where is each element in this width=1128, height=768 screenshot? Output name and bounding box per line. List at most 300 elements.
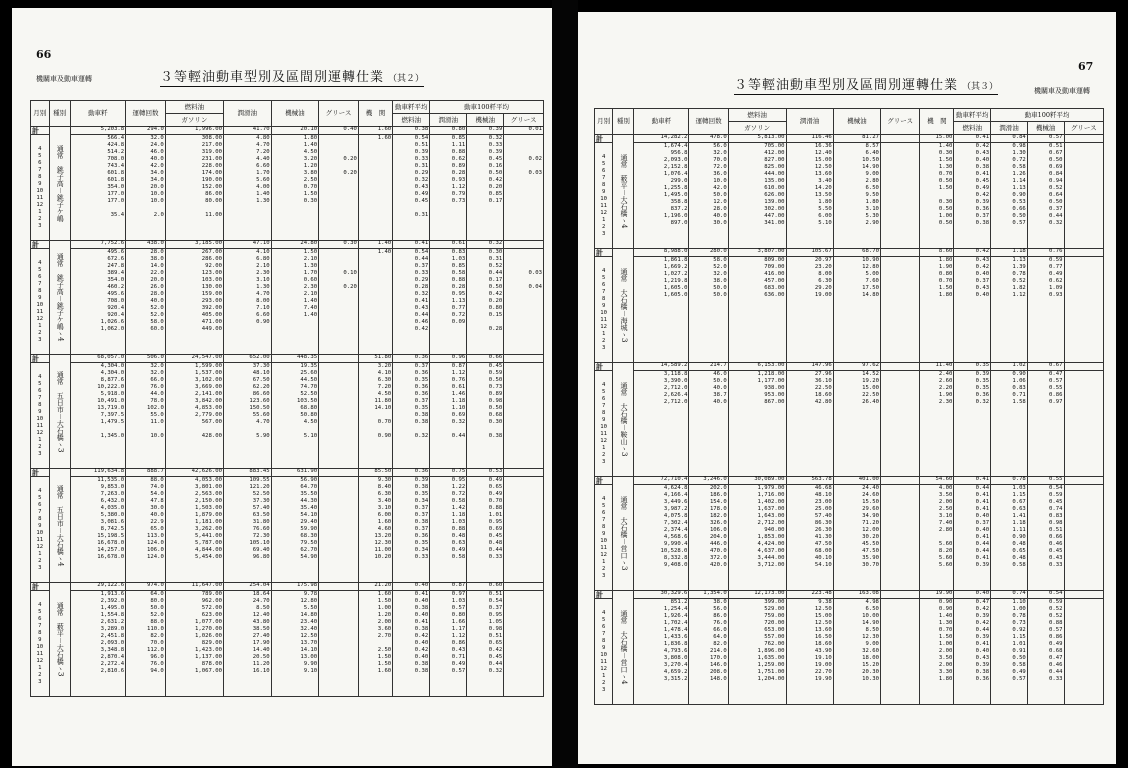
month-values: 1.80 1.90 0.80 0.70 1.50 1.80 — [920, 257, 954, 363]
month-values: 64.0 80.0 50.0 52.0 88.0 110.0 82.0 70.0 112.0 96.0 76.0 94.0 — [126, 591, 166, 697]
total-cell: 175.98 — [271, 583, 319, 591]
total-cell: 12,173.00 — [728, 591, 786, 599]
total-cell: 0.53 — [467, 469, 504, 477]
col-avg-fuel: 燃料油 — [954, 122, 991, 135]
total-cell — [1064, 477, 1103, 485]
total-cell: 254.04 — [223, 583, 271, 591]
table-row-total — [595, 135, 1104, 143]
month-values: 0.51 0.67 0.50 0.69 0.84 0.94 0.52 0.64 0.50 0.37 0.44 0.32 — [1027, 143, 1064, 249]
month-list: 4 5 6 7 8 9 10 11 12 1 2 3 — [595, 599, 613, 705]
table-row-months — [595, 485, 1104, 591]
col-lube: 潤滑油 — [786, 109, 833, 135]
month-values: 11,535.0 9,853.0 7,263.0 6,432.0 4,035.0 5,380.0 3,081.6 8,742.5 15,198.5 16,678.0 14,257.0 16,678.0 — [70, 477, 126, 583]
total-cell: 0.36 — [393, 469, 430, 477]
total-cell: 0.32 — [467, 241, 504, 249]
total-cell — [1064, 591, 1103, 599]
total-cell: 21.20 — [358, 583, 392, 591]
month-values: 0.43 0.42 0.40 0.37 0.43 0.40 — [954, 257, 991, 363]
total-cell: 0.66 — [467, 355, 504, 363]
total-cell: 0.39 — [467, 127, 504, 135]
left-page — [12, 8, 552, 766]
month-values: 0.95 1.22 0.72 0.58 1.42 1.18 1.03 0.88 0.48 0.63 0.49 0.58 — [430, 477, 467, 583]
total-cell: 14,282.2 — [634, 135, 689, 143]
month-values: 1.13 1.39 0.78 0.52 1.82 1.12 — [991, 257, 1028, 363]
total-cell: 1.02 — [991, 363, 1028, 371]
col-month: 月別 — [595, 109, 613, 135]
month-values: 495.6 672.6 247.8 389.4 354.0 460.2 495.6 708.0 920.4 920.4 1,026.6 1,062.0 — [70, 249, 126, 355]
total-cell: 116.46 — [786, 135, 833, 143]
total-cell: 883.45 — [223, 469, 271, 477]
total-cell: 0.67 — [1027, 363, 1064, 371]
month-values: 0.49 0.65 0.49 0.70 0.88 1.01 0.95 0.69 0.45 0.48 0.44 0.33 — [467, 477, 504, 583]
total-cell: 888.7 — [126, 469, 166, 477]
col-gasoline: ガソリン — [728, 122, 786, 135]
month-values: 4,304.0 4,304.0 8,877.6 10,222.0 5,918.0 10,491.0 13,719.0 7,397.5 1,479.5 1,345.0 — [70, 363, 126, 469]
total-cell: 1.18 — [991, 249, 1028, 257]
total-cell: 119,634.8 — [70, 469, 126, 477]
month-values: 88.0 74.0 54.0 47.8 30.0 40.0 22.9 65.0 113.0 124.0 106.0 124.0 — [126, 477, 166, 583]
total-cell — [880, 363, 919, 371]
month-values: 308.00 217.00 319.00 231.00 228.00 174.00 190.00 152.00 86.00 80.00 11.00 — [165, 135, 223, 241]
col-grease: グリース — [319, 101, 359, 127]
total-cell: 97.62 — [833, 363, 880, 371]
route-label: 通常 薮平－大石橋ヽ4 — [613, 135, 634, 249]
total-cell: 0.41 — [954, 135, 991, 143]
table-row-months — [31, 135, 544, 241]
col-runs: 運轉回数 — [689, 109, 728, 135]
total-cell: 8.60 — [920, 249, 954, 257]
route-label: 通常 大石橋－営口ヽ3 — [613, 477, 634, 591]
page-number: 67 — [1078, 60, 1094, 73]
route-label: 通常 五日市－大石橋ヽ4 — [49, 469, 70, 583]
month-values: 3.20 4.10 6.30 7.20 4.50 11.80 14.10 0.70 0.90 — [358, 363, 392, 469]
publisher-header: 機關車及動車運轉 — [1034, 87, 1090, 95]
month-list: 4 5 6 7 8 9 10 11 12 1 2 3 — [31, 135, 50, 241]
month-values: 1,218.00 1,177.00 938.00 953.00 867.00 — [728, 371, 786, 477]
table-row-total — [31, 355, 544, 363]
col-avg-lube: 潤滑油 — [991, 122, 1028, 135]
total-cell: 652.00 — [223, 355, 271, 363]
total-cell: 0.75 — [430, 469, 467, 477]
total-cell — [319, 469, 359, 477]
total-cell: 105.67 — [786, 249, 833, 257]
month-values: 0.59 0.77 0.49 0.62 1.09 0.93 — [1027, 257, 1064, 363]
month-values: 4.10 6.80 2.10 2.30 3.10 1.30 4.70 8.00 7.10 6.60 0.90 — [223, 249, 271, 355]
page-title — [734, 74, 998, 95]
month-values: 27.96 36.10 22.50 18.60 42.80 — [786, 371, 833, 477]
month-values: 9.30 8.40 6.30 3.40 3.10 6.00 1.60 4.60 13.20 12.30 11.00 10.20 — [358, 477, 392, 583]
title-text: ３等輕油動車型別及區間別運轉仕業 — [734, 78, 959, 93]
total-cell: 0.36 — [393, 355, 430, 363]
total-label: 計 — [31, 355, 50, 363]
total-cell: 19.90 — [920, 591, 954, 599]
month-values: 0.85 1.11 0.88 0.62 0.89 0.28 0.93 1.12 0.79 0.73 — [430, 135, 467, 241]
total-cell: 85.50 — [358, 469, 392, 477]
table-row-months — [31, 363, 544, 469]
total-cell: 0.40 — [393, 583, 430, 591]
total-cell — [880, 477, 919, 485]
month-values — [880, 257, 919, 363]
total-cell: 3,246.0 — [689, 477, 728, 485]
month-values — [880, 599, 919, 705]
col-month: 月別 — [31, 101, 50, 127]
total-cell: 11,647.00 — [165, 583, 223, 591]
month-values: 1,674.4 956.8 2,093.0 2,152.8 1,076.4 299.0 1,255.8 1,495.0 358.8 837.2 1,196.0 897.0 — [634, 143, 689, 249]
month-values: 20.97 23.20 8.00 6.30 29.20 19.00 — [786, 257, 833, 363]
total-cell: 280.0 — [689, 249, 728, 257]
month-values: 0.32 0.33 0.39 0.45 0.16 0.50 0.42 0.20 0.85 0.17 — [467, 135, 504, 241]
total-cell: 223.48 — [786, 591, 833, 599]
month-values: 56.90 64.70 35.50 44.30 35.40 54.10 29.40 59.90 68.30 79.50 62.70 54.90 — [271, 477, 319, 583]
total-label: 計 — [595, 249, 613, 257]
total-cell: 214.7 — [689, 363, 728, 371]
total-cell: 0.74 — [991, 591, 1028, 599]
month-values: 0.45 0.59 0.50 0.73 0.89 0.98 0.50 0.68 0.30 0.38 — [467, 363, 504, 469]
route-label: 通常 銚子高－銚子ケ嶋ヽ4 — [49, 241, 70, 355]
route-label: 通常 大石橋－海城ヽ3 — [613, 249, 634, 363]
month-list: 4 5 6 7 8 9 10 11 12 1 2 3 — [595, 485, 613, 591]
total-cell: 0.42 — [954, 249, 991, 257]
month-values: 1.50 2.10 1.30 1.70 0.60 2.30 2.10 1.40 7.40 1.40 — [271, 249, 319, 355]
month-values: 24.40 24.60 15.50 29.60 34.90 71.20 12.00 30.20 45.50 47.50 35.90 30.70 — [833, 485, 880, 591]
month-values — [319, 363, 359, 469]
total-label: 計 — [31, 469, 50, 477]
total-cell: 0.01 — [504, 127, 544, 135]
table-row-months — [595, 599, 1104, 705]
total-cell — [880, 591, 919, 599]
route-label: 通常 大石橋－営口ヽ4 — [613, 591, 634, 705]
total-cell: 163.08 — [833, 591, 880, 599]
total-cell: 24,547.00 — [165, 355, 223, 363]
month-values: 202.0 186.0 154.0 178.0 182.0 326.0 106.0 204.0 446.0 470.0 372.0 420.0 — [689, 485, 728, 591]
month-values: 0.44 0.41 0.41 0.41 0.40 0.37 0.40 0.41 0.44 0.44 0.41 0.39 — [954, 485, 991, 591]
total-cell — [319, 583, 359, 591]
month-values — [504, 591, 544, 697]
total-cell: 478.0 — [689, 135, 728, 143]
total-cell: 0.60 — [467, 583, 504, 591]
month-list: 4 5 6 7 8 9 10 11 12 1 2 3 — [31, 591, 50, 697]
month-values: 399.00 529.00 759.00 720.00 653.00 557.00 762.00 1,896.00 1,635.00 1,259.00 1,751.00 1,204.00 — [728, 599, 786, 705]
month-list: 4 5 6 7 8 9 10 11 12 1 2 3 — [595, 371, 613, 477]
total-cell: 0.40 — [954, 591, 991, 599]
month-values: 1.80 1.40 4.50 3.20 1.20 3.80 2.50 0.70 1.50 0.30 — [271, 135, 319, 241]
month-values: 3,118.8 3,390.0 2,712.0 2,626.4 2,712.0 — [634, 371, 689, 477]
total-label: 計 — [595, 135, 613, 143]
month-values: 16.36 12.40 15.00 12.50 13.60 3.40 14.20 13.50 1.80 5.50 6.00 5.10 — [786, 143, 833, 249]
total-cell: 438.0 — [126, 241, 166, 249]
total-cell: 81.27 — [833, 135, 880, 143]
month-values: 1,913.6 2,392.0 1,495.0 1,554.8 2,631.2 3,289.0 2,451.8 2,093.0 3,348.8 2,870.4 2,272.4 2,810.6 — [70, 591, 126, 697]
month-values: 0.87 1.12 0.76 0.61 1.46 1.18 1.10 0.69 0.32 0.44 — [430, 363, 467, 469]
col-engine: 機 関 — [920, 109, 954, 135]
month-values: 18.64 24.70 8.50 12.40 43.80 38.50 27.40 17.90 14.40 20.50 11.20 16.10 — [223, 591, 271, 697]
total-label: 計 — [595, 477, 613, 485]
total-cell — [880, 135, 919, 143]
total-cell: 0.40 — [319, 127, 359, 135]
month-values: 32.0 24.0 46.0 40.0 42.0 34.0 34.0 20.0 10.0 10.0 2.0 — [126, 135, 166, 241]
total-cell: 24.80 — [271, 241, 319, 249]
total-cell: 1,354.0 — [689, 591, 728, 599]
month-list: 4 5 6 7 8 9 10 11 12 1 2 3 — [595, 257, 613, 363]
month-values — [1064, 143, 1103, 249]
month-values: 4.98 6.50 10.00 14.90 8.50 12.30 9.00 32.60 18.00 15.20 20.30 10.30 — [833, 599, 880, 705]
total-label: 計 — [595, 591, 613, 599]
total-cell: 7,752.6 — [70, 241, 126, 249]
total-cell: 0.35 — [954, 363, 991, 371]
total-cell: 0.78 — [991, 477, 1028, 485]
table-row-total — [31, 583, 544, 591]
col-avg-grease: グリース — [1064, 122, 1103, 135]
total-cell: 0.87 — [430, 583, 467, 591]
total-cell: 1,996.00 — [165, 127, 223, 135]
total-cell: 14,589.2 — [634, 363, 689, 371]
month-values: 0.90 0.90 1.40 1.30 0.70 1.50 1.00 2.00 3.50 2.00 3.30 1.80 — [920, 599, 954, 705]
total-cell: 0.80 — [430, 127, 467, 135]
col-runs: 運轉回数 — [126, 101, 166, 127]
total-label: 計 — [31, 583, 50, 591]
publisher-header: 機關車及動車運轉 — [36, 75, 92, 83]
total-cell: 5,203.8 — [70, 127, 126, 135]
total-cell: 20.10 — [271, 127, 319, 135]
col-km: 動車粁 — [634, 109, 689, 135]
col-grease: グリース — [880, 109, 919, 135]
table-row-total — [31, 127, 544, 135]
table-row-total — [31, 469, 544, 477]
month-values: 0.41 0.40 0.38 0.40 0.41 0.38 0.42 0.40 0.42 0.40 0.38 0.38 — [393, 591, 430, 697]
month-values — [319, 591, 359, 697]
col-kind: 種別 — [613, 109, 634, 135]
total-cell: 30,089.00 — [728, 477, 786, 485]
route-label: 通常 五日市－大石橋ヽ3 — [49, 355, 70, 469]
month-values: 0.97 1.03 0.57 0.80 1.66 1.17 1.12 0.86 0.43 0.71 0.49 0.57 — [430, 591, 467, 697]
total-cell — [1064, 135, 1103, 143]
total-cell — [504, 241, 544, 249]
month-list: 4 5 6 7 8 9 10 11 12 1 2 3 — [595, 143, 613, 249]
total-cell: 401.00 — [833, 477, 880, 485]
total-cell: 294.0 — [126, 127, 166, 135]
table-row-months — [595, 371, 1104, 477]
month-values: 1,861.8 1,669.2 1,027.2 1,219.8 1,605.0 1,605.0 — [634, 257, 689, 363]
month-values: 1.40 0.30 1.50 1.30 0.70 0.50 1.50 0.30 0.50 1.00 0.50 — [920, 143, 954, 249]
col-avg-lube: 潤滑油 — [430, 114, 467, 127]
month-values: 0.10 0.20 — [319, 249, 359, 355]
month-values: 4.80 4.70 7.20 4.40 6.60 1.70 5.60 4.00 1.40 1.30 — [223, 135, 271, 241]
month-values — [1064, 485, 1103, 591]
total-cell — [504, 583, 544, 591]
col-avg-machine: 機械油 — [467, 114, 504, 127]
total-cell: 147.96 — [786, 363, 833, 371]
month-values: 0.90 1.06 0.83 0.71 1.58 — [991, 371, 1028, 477]
total-label: 計 — [31, 127, 50, 135]
month-values: 38.0 56.0 86.0 76.0 66.0 64.0 82.0 214.0 170.0 146.0 208.0 148.0 — [689, 599, 728, 705]
col-lube: 潤滑油 — [223, 101, 271, 127]
month-values: 1.40 — [358, 249, 392, 355]
total-cell — [504, 355, 544, 363]
table-row-months — [595, 257, 1104, 363]
total-cell: 3,185.00 — [165, 241, 223, 249]
col-per100: 動車100粁平均 — [430, 101, 544, 114]
total-cell: 0.41 — [954, 477, 991, 485]
month-values: 0.39 0.35 0.35 0.36 0.32 — [954, 371, 991, 477]
month-values: 0.02 0.03 — [504, 135, 544, 241]
title-text: ３等輕油動車型別及區間別運轉仕業 — [160, 70, 385, 85]
route-label: 通常 薮平－大石橋ヽ3 — [49, 583, 70, 697]
total-label: 計 — [595, 363, 613, 371]
month-values: 4.00 3.50 2.00 2.50 3.10 7.40 2.80 5.60 8.20 5.60 5.60 — [920, 485, 954, 591]
month-values: 809.00 709.00 416.00 457.00 683.00 636.00 — [728, 257, 786, 363]
month-values: 0.37 0.36 0.35 0.36 0.36 0.37 0.35 0.38 0.38 0.32 — [393, 363, 430, 469]
month-list: 4 5 6 7 8 9 10 11 12 1 2 3 — [31, 249, 50, 355]
month-values — [504, 363, 544, 469]
month-values: 0.39 0.38 0.35 0.34 0.37 0.37 0.38 0.37 0.36 0.35 0.34 0.33 — [393, 477, 430, 583]
page-title — [160, 66, 424, 87]
total-cell — [504, 469, 544, 477]
col-machine: 機械油 — [271, 101, 319, 127]
total-cell: 51.80 — [358, 355, 392, 363]
month-values: 0.54 0.44 0.37 0.33 0.29 0.28 0.32 0.41 0.43 0.44 0.46 0.42 — [393, 249, 430, 355]
title-subtitle: （其２） — [388, 74, 425, 84]
month-values: 566.4 424.8 514.2 708.0 743.4 601.8 601.8 354.0 177.0 177.0 35.4 — [70, 135, 126, 241]
total-cell: 5,813.00 — [728, 135, 786, 143]
table-row-months — [31, 249, 544, 355]
total-cell: 54.60 — [920, 477, 954, 485]
month-values: 1,599.00 1,537.00 3,102.00 3,669.00 2,141.00 3,842.00 4,853.00 2,779.00 567.00 428.00 — [165, 363, 223, 469]
total-cell — [319, 355, 359, 363]
month-values: 0.59 0.52 0.52 0.88 0.57 0.86 0.49 0.68 0.47 0.46 0.44 0.33 — [1027, 599, 1064, 705]
total-cell — [1064, 249, 1103, 257]
total-cell: 8,988.0 — [634, 249, 689, 257]
month-values: 58.0 52.0 32.0 38.0 50.0 50.0 — [689, 257, 728, 363]
total-cell: 41.70 — [223, 127, 271, 135]
col-gasoline: ガソリン — [165, 114, 223, 127]
month-values: 267.00 286.00 92.00 123.00 103.00 130.00 159.00 293.00 392.00 405.00 471.00 449.00 — [165, 249, 223, 355]
month-values — [880, 371, 919, 477]
month-values: 0.98 1.30 0.72 0.58 1.26 1.14 1.13 0.90 0.53 0.66 0.50 0.57 — [991, 143, 1028, 249]
month-values — [319, 477, 359, 583]
month-values — [1064, 599, 1103, 705]
total-cell: 448.35 — [271, 355, 319, 363]
col-km: 動車粁 — [70, 101, 126, 127]
month-values: 109.55 121.20 52.50 37.30 57.40 63.50 31.80 76.60 72.30 105.10 69.40 96.80 — [223, 477, 271, 583]
table-row-total — [595, 477, 1104, 485]
route-label: 通常 大石橋－鞍山ヽ3 — [613, 363, 634, 477]
month-values: 0.54 0.59 0.45 0.74 0.83 0.98 0.51 0.66 0.46 0.45 0.43 0.33 — [1027, 485, 1064, 591]
total-cell: 3,807.00 — [728, 249, 786, 257]
month-values: 1.03 1.15 0.67 0.63 1.41 1.18 1.11 0.90 0.48 0.65 0.48 0.58 — [991, 485, 1028, 591]
month-values: 19.35 25.60 44.50 74.70 52.50 103.50 68.80 50.80 4.50 5.10 — [271, 363, 319, 469]
total-cell: 72,710.4 — [634, 477, 689, 485]
total-cell: 47.10 — [223, 241, 271, 249]
col-avg-fuel: 燃料油 — [393, 114, 430, 127]
total-cell — [880, 249, 919, 257]
total-cell: 42,626.00 — [165, 469, 223, 477]
total-cell: 0.84 — [991, 135, 1028, 143]
total-cell: 29,122.6 — [70, 583, 126, 591]
month-values: 0.30 0.31 0.52 0.44 0.17 0.50 0.42 0.20 0.80 0.15 0.28 — [467, 249, 504, 355]
route-label: 通常 銚子高－銚子ケ嶋 — [49, 127, 70, 241]
total-cell: 68.70 — [833, 249, 880, 257]
total-cell: 15.00 — [920, 135, 954, 143]
book-gutter — [552, 0, 578, 768]
title-subtitle: （其３） — [962, 82, 999, 92]
month-values: 46.68 48.10 23.00 25.00 57.40 86.30 26.30 41.30 47.50 68.00 40.10 54.10 — [786, 485, 833, 591]
col-engine: 機 関 — [358, 101, 392, 127]
total-cell: 0.96 — [430, 355, 467, 363]
month-values — [880, 143, 919, 249]
month-values — [1064, 371, 1103, 477]
month-values: 10.90 12.80 5.00 7.60 17.50 14.80 — [833, 257, 880, 363]
month-values: 56.0 32.0 70.0 72.0 36.0 10.0 42.0 50.0 12.0 28.0 40.0 30.0 — [689, 143, 728, 249]
table-row-total — [595, 249, 1104, 257]
month-values: 4,624.8 4,166.4 3,449.6 3,987.2 4,075.8 7,302.4 2,374.4 4,568.6 9,990.4 10,528.0 8,332.8 9,408.0 — [634, 485, 689, 591]
month-values — [504, 477, 544, 583]
month-values: 0.47 0.57 0.55 0.86 0.97 — [1027, 371, 1064, 477]
col-kind: 種別 — [49, 101, 70, 127]
col-fuel: 燃料油 — [165, 101, 223, 114]
table-row-total — [595, 591, 1104, 599]
month-values: 851.2 1,254.4 1,926.4 1,702.4 1,478.4 1,433.6 1,836.8 4,793.6 3,808.0 3,270.4 4,659.2 3,315.2 — [634, 599, 689, 705]
table-row-months — [31, 477, 544, 583]
total-cell: 506.0 — [126, 355, 166, 363]
schedule-table — [30, 100, 544, 697]
total-cell: 0.57 — [1027, 135, 1064, 143]
month-values: 0.83 1.03 0.85 0.58 0.88 0.28 0.95 1.13 0.77 0.72 0.09 — [430, 249, 467, 355]
table-row-months — [31, 591, 544, 697]
month-values — [1064, 257, 1103, 363]
month-values: 0.42 0.43 0.40 0.38 0.41 0.45 0.49 0.42 0.39 0.36 0.37 0.38 — [954, 143, 991, 249]
total-cell: 68,057.0 — [70, 355, 126, 363]
total-cell: 0.38 — [393, 127, 430, 135]
total-cell: 0.55 — [1027, 477, 1064, 485]
month-values: 0.54 0.51 0.39 0.33 0.31 0.29 0.32 0.43 0.49 0.45 0.31 — [393, 135, 430, 241]
total-cell: 1.60 — [358, 127, 392, 135]
month-values: 46.0 50.0 40.0 38.7 40.0 — [689, 371, 728, 477]
col-avg-machine: 機械油 — [1027, 122, 1064, 135]
col-fuel: 燃料油 — [728, 109, 786, 122]
right-page — [578, 12, 1116, 764]
month-values: 4,053.00 3,801.00 2,563.00 2,150.00 1,503.00 1,879.00 1,181.00 3,262.00 5,441.00 5,787.00 4,844.00 5,454.00 — [165, 477, 223, 583]
month-values: 8.57 6.40 10.50 14.90 9.00 2.80 6.50 9.50 1.80 3.10 5.30 2.90 — [833, 143, 880, 249]
month-values: 37.30 48.10 67.50 62.20 86.60 123.60 150.50 55.60 4.70 5.90 — [223, 363, 271, 469]
col-per100: 動車100粁平均 — [991, 109, 1104, 122]
month-values: 0.20 0.20 — [319, 135, 359, 241]
table-row-months — [595, 143, 1104, 249]
table-row-total — [595, 363, 1104, 371]
month-values: 28.0 38.0 14.0 22.0 20.0 26.0 28.0 40.0 52.0 52.0 58.0 60.0 — [126, 249, 166, 355]
page-number: 66 — [36, 48, 52, 61]
total-cell: 0.76 — [1027, 249, 1064, 257]
month-values: 1,979.00 1,716.00 1,402.00 1,637.00 1,643.00 2,712.00 940.00 1,853.00 4,424.00 4,637.00 3,444.00 3,712.00 — [728, 485, 786, 591]
month-values: 2.40 2.60 2.20 1.90 2.30 — [920, 371, 954, 477]
month-values: 0.03 0.04 — [504, 249, 544, 355]
total-cell: 0.61 — [430, 241, 467, 249]
total-cell: 1.40 — [358, 241, 392, 249]
month-list: 4 5 6 7 8 9 10 11 12 1 2 3 — [31, 363, 50, 469]
total-cell: 11.40 — [920, 363, 954, 371]
total-label: 計 — [31, 241, 50, 249]
schedule-table — [594, 108, 1104, 705]
month-values: 705.00 412.00 827.00 825.00 444.00 135.00 610.00 626.00 139.00 302.00 447.00 341.00 — [728, 143, 786, 249]
month-values: 789.00 962.00 572.00 623.00 1,077.00 1,270.00 1,026.00 829.00 1,423.00 1,137.00 878.00 1,067.00 — [165, 591, 223, 697]
total-cell: 0.30 — [319, 241, 359, 249]
month-list: 4 5 6 7 8 9 10 11 12 1 2 3 — [31, 477, 50, 583]
total-cell: 974.0 — [126, 583, 166, 591]
month-values: 1.60 1.50 1.00 1.20 2.00 3.60 2.70 2.50 1.50 1.50 1.60 — [358, 591, 392, 697]
table-row-total — [31, 241, 544, 249]
total-cell: 30,329.6 — [634, 591, 689, 599]
month-values: 32.0 32.0 66.0 76.0 44.0 78.0 102.0 55.0 11.0 10.0 — [126, 363, 166, 469]
total-cell: 631.90 — [271, 469, 319, 477]
